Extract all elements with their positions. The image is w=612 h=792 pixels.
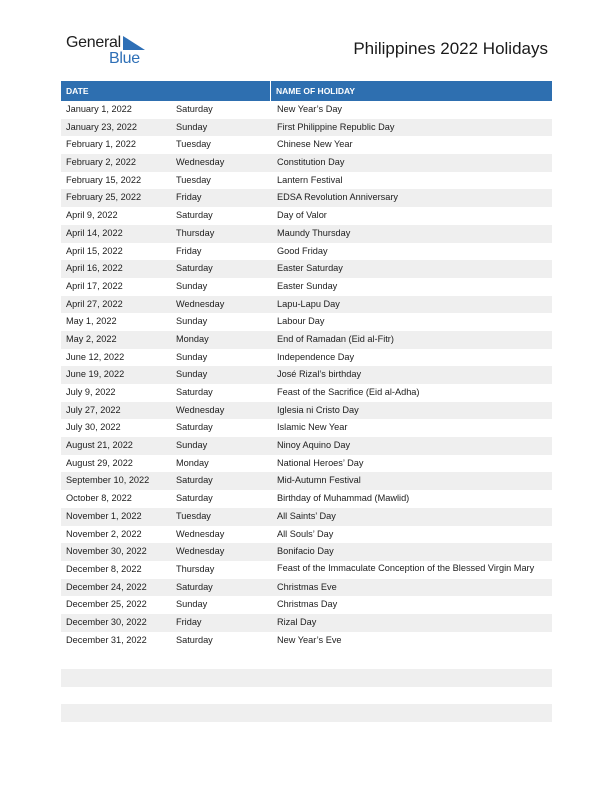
holiday-weekday: Sunday [176,121,208,132]
table-row [61,243,552,261]
holiday-date: February 2, 2022 [66,157,136,168]
holiday-weekday: Sunday [176,369,208,380]
table-row [61,349,552,367]
holiday-name: EDSA Revolution Anniversary [277,192,399,203]
holiday-name: Easter Sunday [277,280,338,291]
holiday-name: National Heroes’ Day [277,457,364,468]
holiday-date: August 29, 2022 [66,457,133,468]
holiday-weekday: Tuesday [176,174,211,185]
table-row [61,119,552,137]
table-row [61,508,552,526]
table-row [61,207,552,225]
holiday-weekday: Saturday [176,422,213,433]
holiday-date: October 8, 2022 [66,493,132,504]
holiday-name: New Year’s Day [277,104,343,114]
holiday-date: December 8, 2022 [66,563,142,574]
table-row [61,596,552,614]
holiday-date: December 31, 2022 [66,634,147,645]
holiday-name: Mid-Autumn Festival [277,475,361,486]
logo-general-text: General [66,34,121,51]
table-row [61,331,552,349]
holiday-name: All Souls’ Day [277,528,334,539]
holiday-date: April 16, 2022 [66,263,123,274]
table-row [61,225,552,243]
table-row [61,136,552,154]
holiday-name: Maundy Thursday [277,227,351,238]
holiday-date: December 24, 2022 [66,581,147,592]
holiday-weekday: Thursday [176,227,215,238]
holiday-date: May 2, 2022 [66,333,117,344]
holiday-weekday: Sunday [176,280,208,291]
holiday-weekday: Thursday [176,563,215,574]
holiday-date: January 23, 2022 [66,121,138,132]
table-row [61,579,552,597]
holiday-name: Lapu-Lapu Day [277,298,340,309]
holiday-name: New Year’s Eve [277,634,342,645]
holiday-name: Day of Valor [277,210,327,221]
holiday-name: All Saints’ Day [277,510,336,521]
logo-triangle-icon [123,36,145,50]
holiday-weekday: Saturday [176,263,213,274]
table-header [61,81,552,101]
holiday-name: Feast of the Immaculate Conception of the Blessed Virgin Mary [277,562,535,573]
blank-row [61,704,552,722]
holiday-date: April 9, 2022 [66,210,118,221]
table-row [61,490,552,508]
holiday-date: August 21, 2022 [66,440,133,451]
holiday-date: December 25, 2022 [66,599,147,610]
holiday-date: November 1, 2022 [66,510,142,521]
holiday-name: José Rizal’s birthday [277,369,362,380]
holiday-date: April 17, 2022 [66,280,123,291]
holiday-weekday: Tuesday [176,510,211,521]
holiday-date: April 14, 2022 [66,227,123,238]
holiday-date: January 1, 2022 [66,104,132,114]
table-row [61,632,552,650]
holiday-name: Good Friday [277,245,328,256]
table-body [61,101,552,649]
holiday-name: Islamic New Year [277,422,348,433]
holiday-name: Easter Saturday [277,263,343,274]
holiday-name: Christmas Eve [277,581,337,592]
table-row [61,402,552,420]
table-row [61,472,552,490]
holiday-name-column-header: NAME OF HOLIDAY [276,86,356,96]
holiday-name: Chinese New Year [277,139,353,150]
holiday-weekday: Sunday [176,440,208,451]
holiday-date: July 30, 2022 [66,422,121,433]
holiday-date: February 1, 2022 [66,139,136,150]
holiday-name: First Philippine Republic Day [277,121,395,132]
holiday-weekday: Saturday [176,581,213,592]
holiday-table [61,81,552,649]
holiday-date: November 30, 2022 [66,546,147,557]
holiday-name: Birthday of Muhammad (Mawlid) [277,493,410,504]
holiday-date: February 25, 2022 [66,192,142,203]
holiday-name: Christmas Day [277,599,338,610]
holiday-name: Constitution Day [277,157,345,168]
holiday-weekday: Friday [176,192,202,203]
table-row [61,437,552,455]
table-row [61,154,552,172]
holiday-weekday: Wednesday [176,157,225,168]
holiday-name: Independence Day [277,351,355,362]
holiday-weekday: Friday [176,616,202,627]
holiday-name: Labour Day [277,316,325,327]
holiday-weekday: Wednesday [176,298,225,309]
holiday-name: End of Ramadan (Eid al-Fitr) [277,333,394,344]
table-row [61,278,552,296]
holiday-weekday: Wednesday [176,404,225,415]
table-row [61,419,552,437]
holiday-name: Lantern Festival [277,174,343,185]
holiday-name: Bonifacio Day [277,546,334,557]
table-row [61,455,552,473]
table-row [61,101,552,119]
date-column-header: DATE [61,81,271,101]
holiday-weekday: Saturday [176,493,213,504]
holiday-weekday: Monday [176,457,209,468]
holiday-date: June 12, 2022 [66,351,125,362]
holiday-date: September 10, 2022 [66,475,150,486]
table-row [61,561,552,579]
holiday-name: Feast of the Sacrifice (Eid al-Adha) [277,387,420,397]
holiday-date: April 15, 2022 [66,245,123,256]
holiday-date: July 9, 2022 [66,387,116,397]
holiday-date: November 2, 2022 [66,528,142,539]
table-row [61,189,552,207]
holiday-weekday: Monday [176,333,209,344]
holiday-weekday: Tuesday [176,139,211,150]
table-row [61,366,552,384]
logo-blue-text: Blue [109,50,140,67]
holiday-weekday: Sunday [176,599,208,610]
table-row [61,260,552,278]
holiday-weekday: Saturday [176,210,213,221]
table-row [61,172,552,190]
holiday-date: December 30, 2022 [66,616,147,627]
holiday-date: June 19, 2022 [66,369,125,380]
page-title: Philippines 2022 Holidays [353,39,548,58]
holiday-weekday: Saturday [176,104,213,114]
holiday-weekday: Saturday [176,387,213,397]
holiday-date: February 15, 2022 [66,174,142,185]
holiday-name: Iglesia ni Cristo Day [277,404,359,415]
holiday-weekday: Wednesday [176,528,225,539]
table-row [61,543,552,561]
holiday-date: May 1, 2022 [66,316,117,327]
table-row [61,384,552,402]
holiday-name: Rizal Day [277,616,317,627]
generalblue-logo [66,34,156,68]
holiday-date: July 27, 2022 [66,404,121,415]
holiday-weekday: Wednesday [176,546,225,557]
holiday-weekday: Sunday [176,351,208,362]
holiday-name: Ninoy Aquino Day [277,440,351,451]
holiday-date: April 27, 2022 [66,298,123,309]
holiday-weekday: Saturday [176,475,213,486]
table-row [61,526,552,544]
holiday-weekday: Sunday [176,316,208,327]
table-row [61,296,552,314]
holiday-weekday: Saturday [176,634,213,645]
blank-row [61,669,552,687]
holiday-weekday: Friday [176,245,202,256]
table-row [61,313,552,331]
table-row [61,614,552,632]
